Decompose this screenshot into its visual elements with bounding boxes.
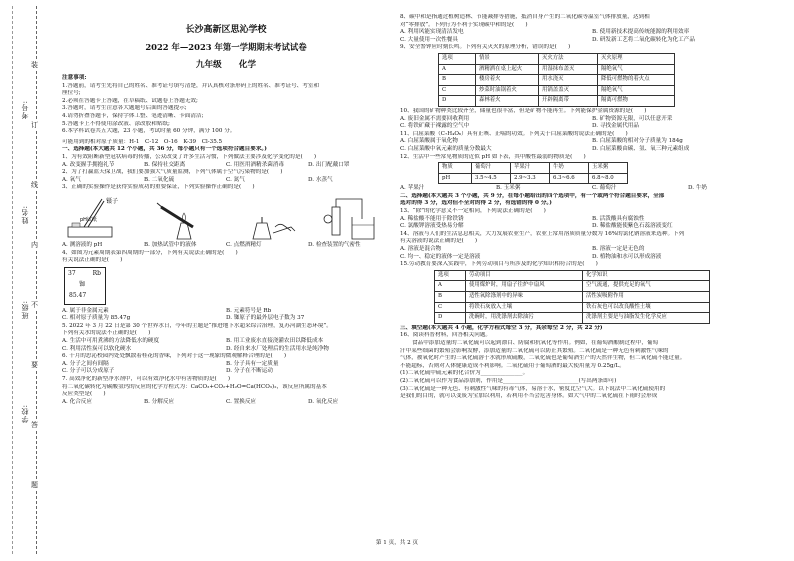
option: B. 矿物资源无限，可以任意开采: [592, 115, 673, 122]
option: D. 分子在不断运动: [226, 368, 273, 375]
q16-blank: (2)二氧化硫可以作为食品添加剂，作用是___________________________(写出两条即可): [400, 377, 617, 384]
q4-options-row2: [62, 315, 390, 323]
table-cell: 隔绝氧气: [598, 85, 675, 96]
q16-blank: (3)二氧化硫是一种无色、有刺激性气味的有毒气体，易溶于水，密度比空气大。以下说法中二氧化硫使用的: [400, 385, 666, 392]
q14-stem-cont: 有关溶液的说法正确的是( ): [400, 238, 478, 245]
part1-title: 一、选择题(本大题共 12 个小题，共 36 分，每小题只有一个选项符合题目要求。): [62, 146, 267, 153]
field-school: 学校:: [21, 404, 29, 424]
notice-item: 座位号;: [62, 90, 81, 97]
table-cell: C: [435, 302, 466, 313]
table-row: [439, 75, 675, 86]
option: C. 均一、稳定的液体一定是溶液: [400, 253, 481, 260]
option: D. 水蒸气: [308, 176, 333, 183]
option: B. 保持社交距离: [144, 161, 186, 168]
q9-table: [438, 53, 675, 107]
q1-stem: 1、为有效阻断新型冠状病毒的传播，公众改变了许多生活习惯，下列做法主要涉及化学变化的是( ): [62, 153, 317, 160]
table-cell: 用锅盖盖灭: [539, 85, 598, 96]
binding-mark: 装: [31, 61, 38, 69]
field-name: 姓名:: [21, 205, 29, 225]
q13-stem: 13、“除”的化学意义不一定相同，下列说法正确的是( ): [400, 208, 546, 215]
option: A. 属于非金属元素: [62, 307, 109, 314]
table-header: 化学知识: [583, 270, 710, 281]
q8-options: [400, 29, 784, 37]
q11-options-row2: [400, 146, 784, 154]
q4-stem-cont: 有关说法正确的是( ): [62, 257, 123, 264]
option: C. 氮气: [226, 176, 245, 183]
notice-item: 5.答题卡上不得使用涂改液、涂改胶和贴纸;: [62, 120, 170, 127]
q5-stem-cont: 下列有关水的说法不正确的是( ): [62, 330, 151, 337]
table-row: [435, 302, 710, 313]
table-header: 葡萄汁: [472, 163, 511, 174]
q12-options: [400, 185, 784, 193]
q6-stem: 6. 十月的思沁校园内处处飘散着桂花的香味，下列对于这一现象的微观解释合理的是( ): [62, 353, 287, 360]
q8-stem-cont: 对“零排放”。下列行为不利于实现碳中和的是( ): [400, 21, 528, 28]
q8-options-row2: [400, 37, 784, 45]
table-row: [439, 64, 675, 75]
binding-mark: 内: [31, 241, 38, 249]
lighting-lamp-illustration: [233, 193, 305, 241]
table-header: 选项: [439, 53, 476, 64]
option: A. 苹果汁: [400, 185, 425, 192]
q6-options-row2: [62, 368, 390, 376]
notice-item: 4.请勿折叠答题卡，保持字体工整、笔迹清晰、卡面清洁;: [62, 112, 204, 119]
option: B. 溶液一定是无色的: [592, 246, 645, 253]
option: A. 白屈菜酸属于氧化物: [400, 138, 458, 145]
option: D. 稀盐酸能使紫色石蕊溶液变红: [592, 223, 673, 230]
atomic-masses: 可能用到的相对原子质量：H-1 C-12 O-16 K-39 Cl-35.5: [62, 138, 223, 145]
option: D. 寻找金属代用品: [592, 123, 639, 130]
q1-options: [62, 162, 390, 170]
q12-table: [438, 162, 628, 184]
q13-options-row2: [400, 223, 784, 231]
table-cell: 洗碗时，用洗涤剂去除油污: [466, 313, 583, 324]
notice-item: 3.答题时，请考生注意各大题题号后面的答题提示;: [62, 105, 187, 112]
q12-stem: 12、生活中一些常见物质的近似 pH 如下表，其中酸性最弱的物质是( ): [400, 153, 586, 160]
option: C. 利用活性炭可以软化硬水: [62, 345, 132, 352]
table-cell: 洗涤剂主要是与油脂发生化学反应: [583, 313, 710, 324]
q16-stem: 16、阅读科普材料，回答相关问题。: [400, 332, 492, 339]
option: B. 分子具有一定质量: [226, 360, 279, 367]
table-cell: 隔离可燃物: [598, 96, 675, 107]
q10-stem: 10、我国的矿物种类比较齐全，储量也很丰富，但是矿物不能再生。下列能保护金属资源的是( ): [400, 107, 647, 114]
binding-dashed-line: [36, 6, 37, 554]
q16-passage: 气体，被氧化时产生的三氧化硫溶于水就形成硫酸，二氧化硫也是葡萄酒生产的天然伴生物，但二氧化硫不能过量。: [400, 355, 686, 362]
option: A. 废旧金属不需要回收利用: [400, 115, 470, 122]
table-cell: 活性炭吸附作用: [583, 292, 710, 303]
table-cell: 楼房着火: [476, 75, 539, 86]
airtightness-check-illustration: [318, 193, 390, 241]
table-header-row: [439, 53, 675, 64]
option: B. 白屈菜酸的相对分子质量为 184g: [592, 138, 683, 145]
q3-figures: [62, 193, 390, 241]
q8-stem: 8、碳中和是指通过植树造林、节能减排等措施，抵消自身产生的二氧化碳等温室气体排放量，达到相: [400, 14, 650, 20]
option: B. 分解反应: [144, 398, 175, 405]
option: A. 氧气: [62, 176, 81, 183]
table-row: [435, 292, 710, 303]
q16-passage: 汁中某些细菌的繁殖会影响发酵，添加适量的二氧化硫可以防止其繁殖。二氧化硫是一种无色有刺激性气味的: [400, 347, 669, 354]
label-tweezers: 镊子: [106, 197, 119, 205]
option: D. 白屈菜酸由碳、氢、氧三种元素组成: [592, 145, 690, 152]
grade-subject: 九年级 化学: [195, 60, 257, 70]
option: A. 分子之间有间隔: [62, 360, 109, 367]
option: C. 氯酸钾溶液受热易分解: [400, 223, 464, 230]
element-name: 铷: [79, 280, 86, 288]
option: D. 研发新工艺将二氧化碳转化为化工产品: [592, 36, 695, 43]
table-cell: 使用煤炉时，用扇子往炉中扇风: [466, 281, 583, 292]
table-header: 物质: [439, 163, 472, 174]
table-cell: 酒精洒在桌上起火: [476, 64, 539, 75]
table-header: 劳动项目: [466, 270, 583, 281]
q15-table: [434, 270, 710, 324]
option: B. 玉米粥: [496, 185, 521, 192]
binding-mark: 线: [31, 181, 38, 189]
binding-mark: 不: [31, 301, 38, 309]
table-row: [435, 281, 710, 292]
heating-test-tube-illustration: [147, 193, 219, 241]
table-row: [439, 173, 628, 184]
q3-options: [62, 242, 390, 250]
q16-passage: 食品中添加适量的二氧化硫可以起到漂白、防腐和抗氧化等作用。例如，在葡萄酒酿制过程中，葡萄: [412, 339, 659, 346]
option: D. 植物油和水可以形成溶液: [592, 253, 662, 260]
q14-options: [400, 246, 784, 254]
q16-passage: 不能超标，否则对人体健康造成不利影响。二氧化硫用于葡萄酒的最大使用量为 0.25g/L。: [400, 362, 625, 369]
table-cell: 用湿抹布盖灭: [539, 64, 598, 75]
table-cell: A: [439, 64, 476, 75]
table-cell: A: [435, 281, 466, 292]
table-cell: 森林着火: [476, 96, 539, 107]
binding-mark: 答: [31, 421, 38, 429]
q2-options: [62, 177, 390, 185]
table-cell: 适性氧除涤剂中的异味: [466, 292, 583, 303]
binding-mark: 订: [31, 121, 38, 129]
table-cell: 开辟隔离带: [539, 96, 598, 107]
table-cell: D: [435, 313, 466, 324]
table-cell: 隔绝氧气: [598, 64, 675, 75]
element-card-rb: [64, 267, 106, 305]
option: C. 大量使用一次性餐具: [400, 36, 458, 43]
q11-stem: 11、白屈菜酸（C₇H₄O₆）具有止咳、止喘的功效。下列关于白屈菜酸的说法正确的是( ): [400, 130, 628, 137]
table-cell: 6.8~8.0: [589, 173, 628, 184]
left-column: [62, 0, 390, 406]
option: B. 用工业废水直接浇灌农田以降低成本: [226, 338, 324, 345]
binding-mark: 题: [31, 481, 38, 489]
q16-blank: (1)二氧化硫中硫元素的化合价为_______________。: [400, 370, 529, 377]
option: C. 分子可以分成原子: [62, 368, 115, 375]
table-cell: 将铁石灰放入土壤: [466, 302, 583, 313]
option: C. 置换反应: [226, 398, 257, 405]
notice-item: 1.答题前，请考生先将自己的姓名、准考证号填写清楚，并认真核对条形码上的姓名、准考证号、考室和: [62, 82, 320, 89]
label-ph-paper: pH试纸: [80, 216, 97, 223]
table-cell: 空气流通，提供充足的氧气: [583, 281, 710, 292]
q7-stem-cont: 反应类型是( ): [62, 391, 106, 398]
q7-options: [62, 399, 390, 407]
table-cell: 铁石灰也可以改良酸性土壤: [583, 302, 710, 313]
option: D. 出门配戴口罩: [308, 161, 350, 168]
q5-options: [62, 338, 390, 346]
q10-options: [400, 116, 784, 124]
table-header-row: [435, 270, 710, 281]
ph-test-illustration: [62, 193, 134, 241]
table-header: 玉米粥: [589, 163, 628, 174]
q14-options-row2: [400, 254, 784, 262]
binding-mark: 要: [31, 361, 38, 369]
option: A. 测溶液的 pH: [62, 241, 103, 248]
option: B. 二氧化硫: [144, 176, 175, 183]
element-symbol: Rb: [92, 269, 101, 277]
q9-stem: 9、安全警钟应时刻长鸣。下列有关灭火的原理分析，错误的是( ): [400, 44, 571, 51]
option: D. 铷原子的最外层电子数为 37: [226, 315, 305, 322]
q5-options-row2: [62, 346, 390, 354]
option: C. 白屈菜酸中氧元素的质量分数最大: [400, 145, 492, 152]
part2-title: 二、选择题(本大题共 3 个小题，共 9 分，在每小题给出的四个选项中，有一个或两个符合题目要求，全部: [400, 192, 665, 199]
field-class: 班级:: [21, 300, 29, 320]
q7-stem: 7. 高效净化的新型净水剂中，可以有效净化水中有害物质的是( ): [62, 376, 231, 383]
option: B. 元素符号是 Rb: [226, 307, 272, 314]
table-cell: 用水浇灭: [539, 75, 598, 86]
q10-options-row2: [400, 123, 784, 131]
notice-title: 注意事项:: [62, 75, 87, 81]
option: B. 使用新技术提高传统能源的利用效率: [592, 29, 690, 36]
option: B. 活泼酸具有腐蚀性: [592, 215, 645, 222]
option: C. 将铁矿藏于裸露的空气中: [400, 123, 470, 130]
table-header: 牛奶: [550, 163, 589, 174]
table-header-row: [439, 163, 628, 174]
option: C. 用医用酒精杀菌消毒: [226, 161, 284, 168]
q3-stem: 3、正确的实验操作是获得实验成功的重要保证，下列实验操作正确的是( ): [62, 184, 255, 191]
option: A. 稀盐酸不能用于除铁锈: [400, 215, 464, 222]
q2-stem: 2、为了打赢蓝天保卫战，我们要加强大气质量监测，下列气体属于空气污染物的是( ): [62, 169, 283, 176]
option: A. 利用风能实现清洁发电: [400, 29, 464, 36]
q7-stem-cont: 将二氧化碳转化为碳酸氢钙的反应的化学方程式为：CaCO₃+CO₂+H₂O=Ca(HCO₃)₂，该反应所属的基本: [62, 383, 327, 390]
field-examno: 考号:: [21, 100, 29, 120]
table-cell: 2.9~3.3: [511, 173, 550, 184]
table-row: [435, 313, 710, 324]
option: D. 经自来水厂处理后的生活用水是纯净物: [226, 345, 329, 352]
exam-term: 2022 年—2023 年第一学期期末考试试卷: [145, 42, 307, 52]
table-cell: B: [439, 75, 476, 86]
atomic-number: 37: [68, 269, 76, 277]
notice-item: 6.本学科试卷共五大题，23 小题，考试时量 60 分钟，满分 100 分。: [62, 128, 236, 135]
page-number: 第 1 页，共 2 页: [375, 540, 419, 546]
table-header: 灭火原理: [598, 53, 675, 64]
table-cell: 3.5~4.5: [472, 173, 511, 184]
table-header: 情景: [476, 53, 539, 64]
option: D. 氧化反应: [308, 398, 339, 405]
option: C. 相对原子质量为 85.47g: [62, 315, 131, 322]
binding-margin: [0, 0, 46, 561]
atomic-mass: 85.47: [69, 291, 87, 299]
table-cell: C: [439, 85, 476, 96]
table-cell: D: [439, 96, 476, 107]
table-cell: 降低可燃物的着火点: [598, 75, 675, 86]
option: B. 加热试管中的液体: [144, 241, 197, 248]
table-cell: pH: [439, 173, 472, 184]
part3-title: 三、填空题(本大题共 4 小题，化学方程式每空 3 分，其余每空 2 分，共 22 分): [400, 324, 603, 331]
outer-dashed-line: [12, 6, 13, 554]
part2-title-cont: 选对的得 3 分，选对但不全对的得 2 分，有选错的得 0 分。): [400, 200, 552, 207]
table-cell: 炒菜时油锅着火: [476, 85, 539, 96]
school-name: 长沙高新区思沁学校: [185, 25, 267, 35]
option: C. 葡萄汁: [592, 185, 617, 192]
table-cell: 6.3~6.6: [550, 173, 589, 184]
q4-stem: 4、如图为元素周期表第四周期的一部分，下列有关说法正确的是( ): [62, 249, 238, 256]
table-header: 灭火方法: [539, 53, 598, 64]
q15-stem: 15.劳动教育要深入实践中，下列劳动项目与所涉及的化学知识相符合的是( ): [400, 261, 598, 268]
option: A. 化合反应: [62, 398, 92, 405]
option: D. 牛奶: [688, 185, 708, 192]
table-row: [439, 85, 675, 96]
table-header: 选项: [435, 270, 466, 281]
option: C. 点燃酒精灯: [226, 241, 262, 248]
q16-blank: 是我们的目的，就可以变废为宝加以利用，若利用不当会危害身体。如大气中的二氧化硫在下雨时会形成: [400, 393, 658, 400]
q11-options: [400, 138, 784, 146]
option: A. 生活中可用煮沸的方法降低水的硬度: [62, 338, 160, 345]
table-row: [439, 96, 675, 107]
q14-stem: 14、溶液与人们的生活息息相关，大力发展农业生产，农业上常用溶质质量分数为 16%的氯化钠溶液来选种。下列: [400, 230, 685, 237]
option: D. 检查装置的气密性: [308, 241, 361, 248]
q5-stem: 5. 2022 年 3 月 22 日是第 30 个世界水日，今年的主题是“推进地下水超采综合治理，复苏河湖生态环境”。: [62, 322, 332, 329]
table-cell: B: [435, 292, 466, 303]
right-column: [400, 14, 784, 401]
option: A. 改变握手拥抱礼节: [62, 161, 115, 168]
table-header: 苹果汁: [511, 163, 550, 174]
notice-item: 2.必须在答题卡上答题，在草稿纸、试题卷上答题无效;: [62, 97, 198, 104]
option: A. 溶液是混合物: [400, 246, 442, 253]
